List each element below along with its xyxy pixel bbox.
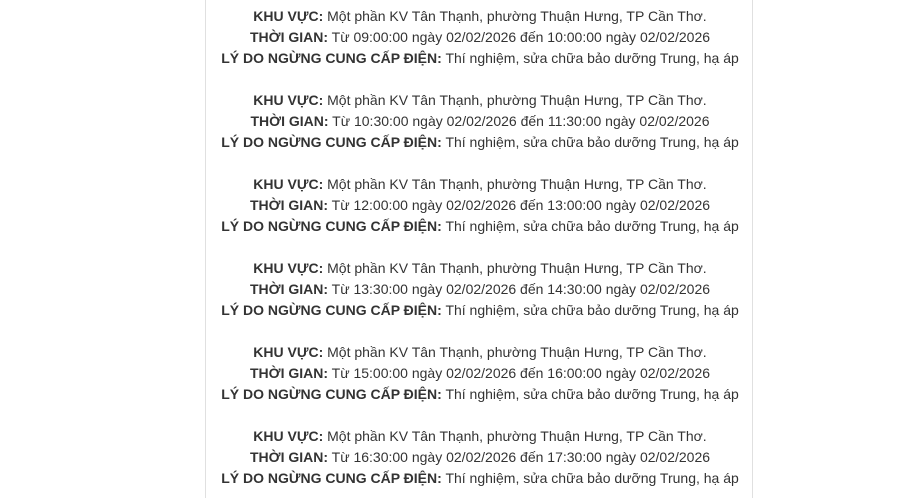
time-value: Từ 09:00:00 ngày 02/02/2026 đến 10:00:00 ngày 02/02/2026	[331, 29, 711, 45]
time-label: THỜI GIAN:	[249, 197, 329, 213]
area-line	[206, 6, 754, 27]
area-label: KHU VỰC:	[253, 92, 324, 108]
reason-line	[206, 132, 754, 153]
outage-notice	[206, 426, 754, 489]
time-label: THỜI GIAN:	[250, 113, 329, 129]
reason-value: Thí nghiệm, sửa chữa bảo dưỡng Trung, hạ áp	[445, 386, 739, 402]
time-value: Từ 10:30:00 ngày 02/02/2026 đến 11:30:00 ngày 02/02/2026	[332, 113, 710, 129]
time-value: Từ 15:00:00 ngày 02/02/2026 đến 16:00:00 ngày 02/02/2026	[331, 365, 711, 381]
reason-value: Thí nghiệm, sửa chữa bảo dưỡng Trung, hạ áp	[445, 218, 739, 234]
area-line	[206, 90, 754, 111]
reason-line	[206, 216, 754, 237]
reason-value: Thí nghiệm, sửa chữa bảo dưỡng Trung, hạ áp	[445, 302, 739, 318]
outage-notice	[206, 258, 754, 321]
area-value: Một phần KV Tân Thạnh, phường Thuận Hưng, TP Cần Thơ.	[327, 8, 707, 24]
area-line	[206, 258, 754, 279]
time-label: THỜI GIAN:	[249, 449, 329, 465]
time-line	[206, 363, 754, 384]
reason-label: LÝ DO NGỪNG CUNG CẤP ĐIỆN:	[221, 302, 442, 318]
area-label: KHU VỰC:	[253, 8, 324, 24]
time-value: Từ 13:30:00 ngày 02/02/2026 đến 14:30:00 ngày 02/02/2026	[331, 281, 711, 297]
reason-line	[206, 48, 754, 69]
time-value: Từ 12:00:00 ngày 02/02/2026 đến 13:00:00 ngày 02/02/2026	[331, 197, 711, 213]
outage-notice	[206, 342, 754, 405]
reason-label: LÝ DO NGỪNG CUNG CẤP ĐIỆN:	[221, 50, 442, 66]
reason-label: LÝ DO NGỪNG CUNG CẤP ĐIỆN:	[221, 134, 442, 150]
time-line	[206, 27, 754, 48]
reason-value: Thí nghiệm, sửa chữa bảo dưỡng Trung, hạ áp	[445, 50, 739, 66]
reason-line	[206, 300, 754, 321]
reason-label: LÝ DO NGỪNG CUNG CẤP ĐIỆN:	[221, 470, 442, 486]
area-label: KHU VỰC:	[253, 344, 324, 360]
reason-value: Thí nghiệm, sửa chữa bảo dưỡng Trung, hạ áp	[445, 470, 739, 486]
area-line	[206, 174, 754, 195]
reason-label: LÝ DO NGỪNG CUNG CẤP ĐIỆN:	[221, 218, 442, 234]
area-line	[206, 342, 754, 363]
area-label: KHU VỰC:	[253, 428, 324, 444]
content-card	[205, 0, 753, 498]
time-line	[206, 195, 754, 216]
area-value: Một phần KV Tân Thạnh, phường Thuận Hưng, TP Cần Thơ.	[327, 428, 707, 444]
reason-line	[206, 468, 754, 489]
time-line	[206, 111, 754, 132]
area-line	[206, 426, 754, 447]
outage-notice	[206, 174, 754, 237]
area-label: KHU VỰC:	[253, 176, 324, 192]
reason-line	[206, 384, 754, 405]
reason-value: Thí nghiệm, sửa chữa bảo dưỡng Trung, hạ áp	[445, 134, 739, 150]
outage-notice	[206, 6, 754, 69]
time-line	[206, 447, 754, 468]
area-value: Một phần KV Tân Thạnh, phường Thuận Hưng, TP Cần Thơ.	[327, 176, 707, 192]
time-line	[206, 279, 754, 300]
reason-label: LÝ DO NGỪNG CUNG CẤP ĐIỆN:	[221, 386, 442, 402]
area-label: KHU VỰC:	[253, 260, 324, 276]
time-label: THỜI GIAN:	[249, 29, 329, 45]
area-value: Một phần KV Tân Thạnh, phường Thuận Hưng, TP Cần Thơ.	[327, 344, 707, 360]
time-label: THỜI GIAN:	[249, 365, 329, 381]
area-value: Một phần KV Tân Thạnh, phường Thuận Hưng, TP Cần Thơ.	[327, 92, 707, 108]
outage-notice-list	[206, 6, 754, 498]
area-value: Một phần KV Tân Thạnh, phường Thuận Hưng, TP Cần Thơ.	[327, 260, 707, 276]
time-value: Từ 16:30:00 ngày 02/02/2026 đến 17:30:00 ngày 02/02/2026	[331, 449, 711, 465]
time-label: THỜI GIAN:	[249, 281, 329, 297]
outage-notice	[206, 90, 754, 153]
